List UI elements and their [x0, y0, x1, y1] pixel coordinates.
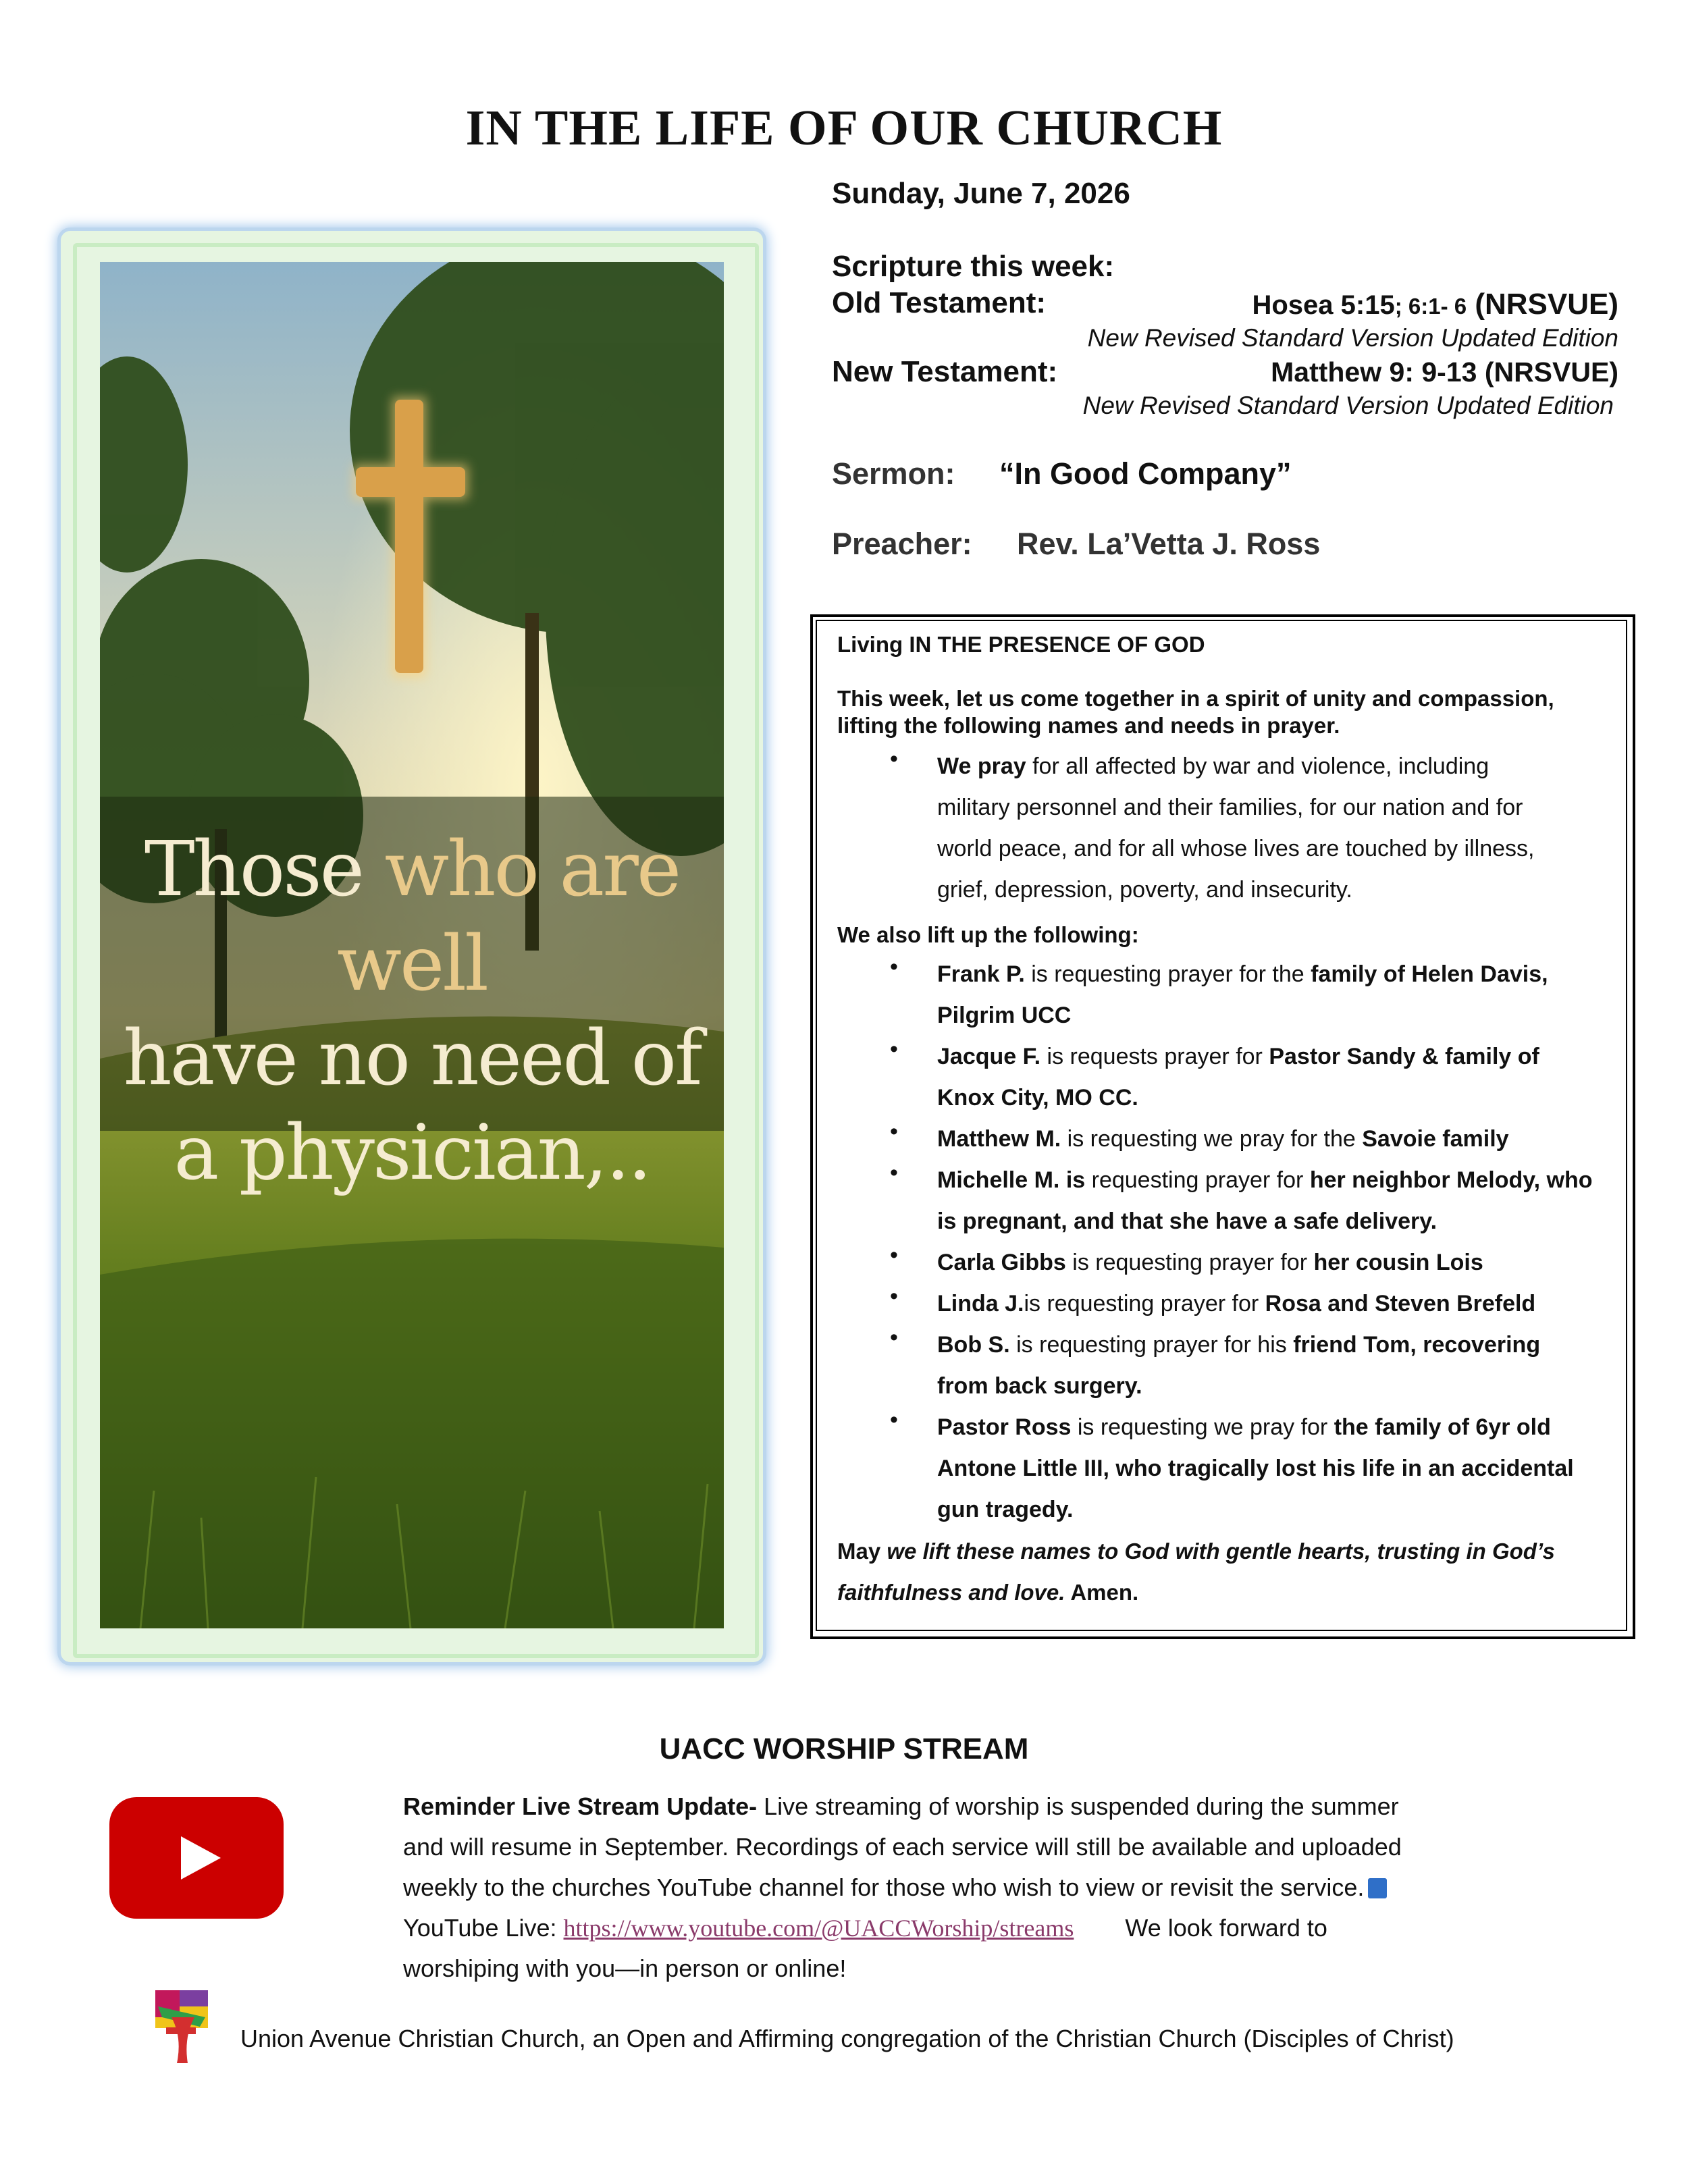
ot-ref-main: Hosea 5:15	[1252, 290, 1395, 320]
prayer-item-2	[937, 1036, 1619, 1119]
prayer-first	[937, 746, 1612, 911]
item-name: Carla Gibbs	[937, 1250, 1066, 1275]
play-icon	[109, 1797, 284, 1919]
caption-word: Those	[144, 826, 385, 913]
stream-heading: UACC WORSHIP STREAM	[659, 1732, 1029, 1765]
item-text: requesting prayer for	[1085, 1167, 1310, 1193]
item-name: Jacque F.	[937, 1044, 1041, 1069]
caption-line-2: have no need of	[123, 1015, 701, 1102]
ot-label: Old Testament:	[832, 286, 1047, 319]
bullet: •	[890, 1119, 898, 1144]
bullet: •	[890, 1407, 898, 1433]
bullet: •	[890, 1160, 898, 1186]
item-name: Linda J.	[937, 1291, 1024, 1316]
page-title: IN THE LIFE OF OUR CHURCH	[465, 101, 1223, 156]
item-text: is requesting prayer for the	[1024, 961, 1311, 987]
prayer-item-5	[937, 1242, 1619, 1283]
item-bold: her neighbor Melody, who	[1309, 1167, 1593, 1193]
item-bold: the family of 6yr old	[1334, 1414, 1551, 1440]
item-bold: Pastor Sandy & family of	[1269, 1044, 1539, 1069]
item-bold: her cousin Lois	[1313, 1250, 1483, 1275]
stream-line-2: and will resume in September. Recordings of each service will still be available and uploaded	[403, 1833, 1402, 1861]
cross-field-image	[100, 262, 724, 1628]
stream-line-5: worshiping with you—in person or online!	[403, 1954, 847, 1982]
stream-lead: Reminder Live Stream Update-	[403, 1792, 758, 1820]
item-name: Michelle M. is	[937, 1167, 1086, 1193]
chalice-logo-icon	[153, 1990, 211, 2066]
item-line-2: Pilgrim UCC	[937, 1003, 1072, 1028]
caption-line-3: a physician,..	[174, 1109, 650, 1197]
caption-highlight: who are well	[337, 826, 680, 1008]
item-text: is requests prayer for	[1040, 1044, 1269, 1069]
prayer-item-8	[937, 1407, 1619, 1530]
item-name: Frank P.	[937, 961, 1025, 987]
stream-text	[403, 1786, 1456, 1989]
closing-a: May	[837, 1539, 887, 1564]
preacher-label: Preacher:	[832, 527, 972, 561]
stream-line-1: Live streaming of worship is suspended during the summer	[757, 1792, 1399, 1820]
ot-version: New Revised Standard Version Updated Edition	[1087, 324, 1618, 352]
prayer-first-bold: We pray	[937, 753, 1026, 779]
preacher-name: Rev. La’Vetta J. Ross	[1017, 527, 1321, 561]
prayer-heading	[837, 632, 1205, 658]
prayer-also: We also lift up the following:	[837, 922, 1139, 947]
prayer-first-l4: grief, depression, poverty, and insecurity.	[937, 877, 1352, 903]
stream-line-4: We look forward to	[1125, 1914, 1327, 1942]
nt-label: New Testament:	[832, 355, 1058, 388]
item-text: is requesting we pray for	[1071, 1414, 1334, 1440]
book-icon	[1368, 1878, 1387, 1898]
service-date: Sunday, June 7, 2026	[832, 177, 1130, 210]
prayer-first-l3: world peace, and for all whose lives are touched by illness,	[937, 836, 1535, 861]
item-name: Matthew M.	[937, 1126, 1061, 1152]
bullet: •	[890, 1325, 898, 1350]
ot-ref-tail: (NRSVUE)	[1467, 288, 1618, 321]
item-bold: Rosa and Steven Brefeld	[1265, 1291, 1536, 1316]
youtube-link[interactable]: https://www.youtube.com/@UACCWorship/streams	[563, 1915, 1074, 1942]
prayer-item-3	[937, 1119, 1619, 1160]
sermon-title: “In Good Company”	[999, 456, 1292, 491]
prayer-item-6	[937, 1283, 1619, 1325]
ot-ref-small: ; 6:1- 6	[1394, 294, 1467, 319]
prayer-heading-a: Living	[837, 632, 909, 657]
item-name: Pastor Ross	[937, 1414, 1072, 1440]
prayer-intro: This week, let us come together in a spirit of unity and compassion, lifting the following names and needs in prayer.	[837, 686, 1554, 738]
prayer-heading-b: IN THE PRESENCE OF GOD	[909, 632, 1205, 657]
prayer-item-7	[937, 1325, 1619, 1407]
nt-reference: Matthew 9: 9-13 (NRSVUE)	[1271, 356, 1618, 388]
stream-line-3: weekly to the churches YouTube channel for those who wish to view or revisit the service.	[403, 1873, 1365, 1901]
bullet: •	[890, 746, 898, 772]
youtube-label: YouTube Live:	[403, 1914, 564, 1942]
closing-b: we lift these names to God with gentle hearts, trusting in God’s	[887, 1539, 1555, 1564]
sermon-label: Sermon:	[832, 456, 955, 491]
closing-amen: Amen.	[1065, 1580, 1139, 1605]
footer-text: Union Avenue Christian Church, an Open and Affirming congregation of the Christian Church (Disciples of Christ)	[240, 2025, 1454, 2052]
bullet: •	[890, 1283, 898, 1309]
closing-c: faithfulness and love.	[837, 1580, 1065, 1605]
prayer-item-1	[937, 954, 1619, 1036]
item-line-2: is pregnant, and that she have a safe delivery.	[937, 1208, 1438, 1234]
prayer-item-4	[937, 1160, 1619, 1242]
prayer-first-l1: for all affected by war and violence, including	[1026, 753, 1489, 779]
item-line-2: Antone Little III, who tragically lost his life in an accidental	[937, 1456, 1574, 1481]
item-bold: Savoie family	[1362, 1126, 1509, 1152]
bullet: •	[890, 1036, 898, 1062]
item-text: is requesting we pray for the	[1061, 1126, 1363, 1152]
item-line-2: from back surgery.	[937, 1373, 1142, 1399]
item-line-3: gun tragedy.	[937, 1497, 1074, 1522]
item-line-2: Knox City, MO CC.	[937, 1085, 1138, 1111]
item-text: is requesting prayer for his	[1009, 1332, 1294, 1358]
nt-version: New Revised Standard Version Updated Edition	[1082, 392, 1614, 419]
item-bold: friend Tom, recovering	[1293, 1332, 1541, 1358]
prayer-first-l2: military personnel and their families, for our nation and for	[937, 795, 1523, 820]
scripture-heading: Scripture this week:	[832, 250, 1115, 283]
ot-reference	[1252, 288, 1618, 321]
prayer-closing	[837, 1530, 1614, 1613]
bullet: •	[890, 954, 898, 980]
bullet: •	[890, 1242, 898, 1268]
image-caption	[100, 822, 724, 1200]
item-name: Bob S.	[937, 1332, 1010, 1358]
item-bold: family of Helen Davis,	[1311, 961, 1548, 987]
youtube-icon[interactable]	[109, 1797, 284, 1919]
item-text: is requesting prayer for	[1065, 1250, 1314, 1275]
item-text: is requesting prayer for	[1024, 1291, 1265, 1316]
